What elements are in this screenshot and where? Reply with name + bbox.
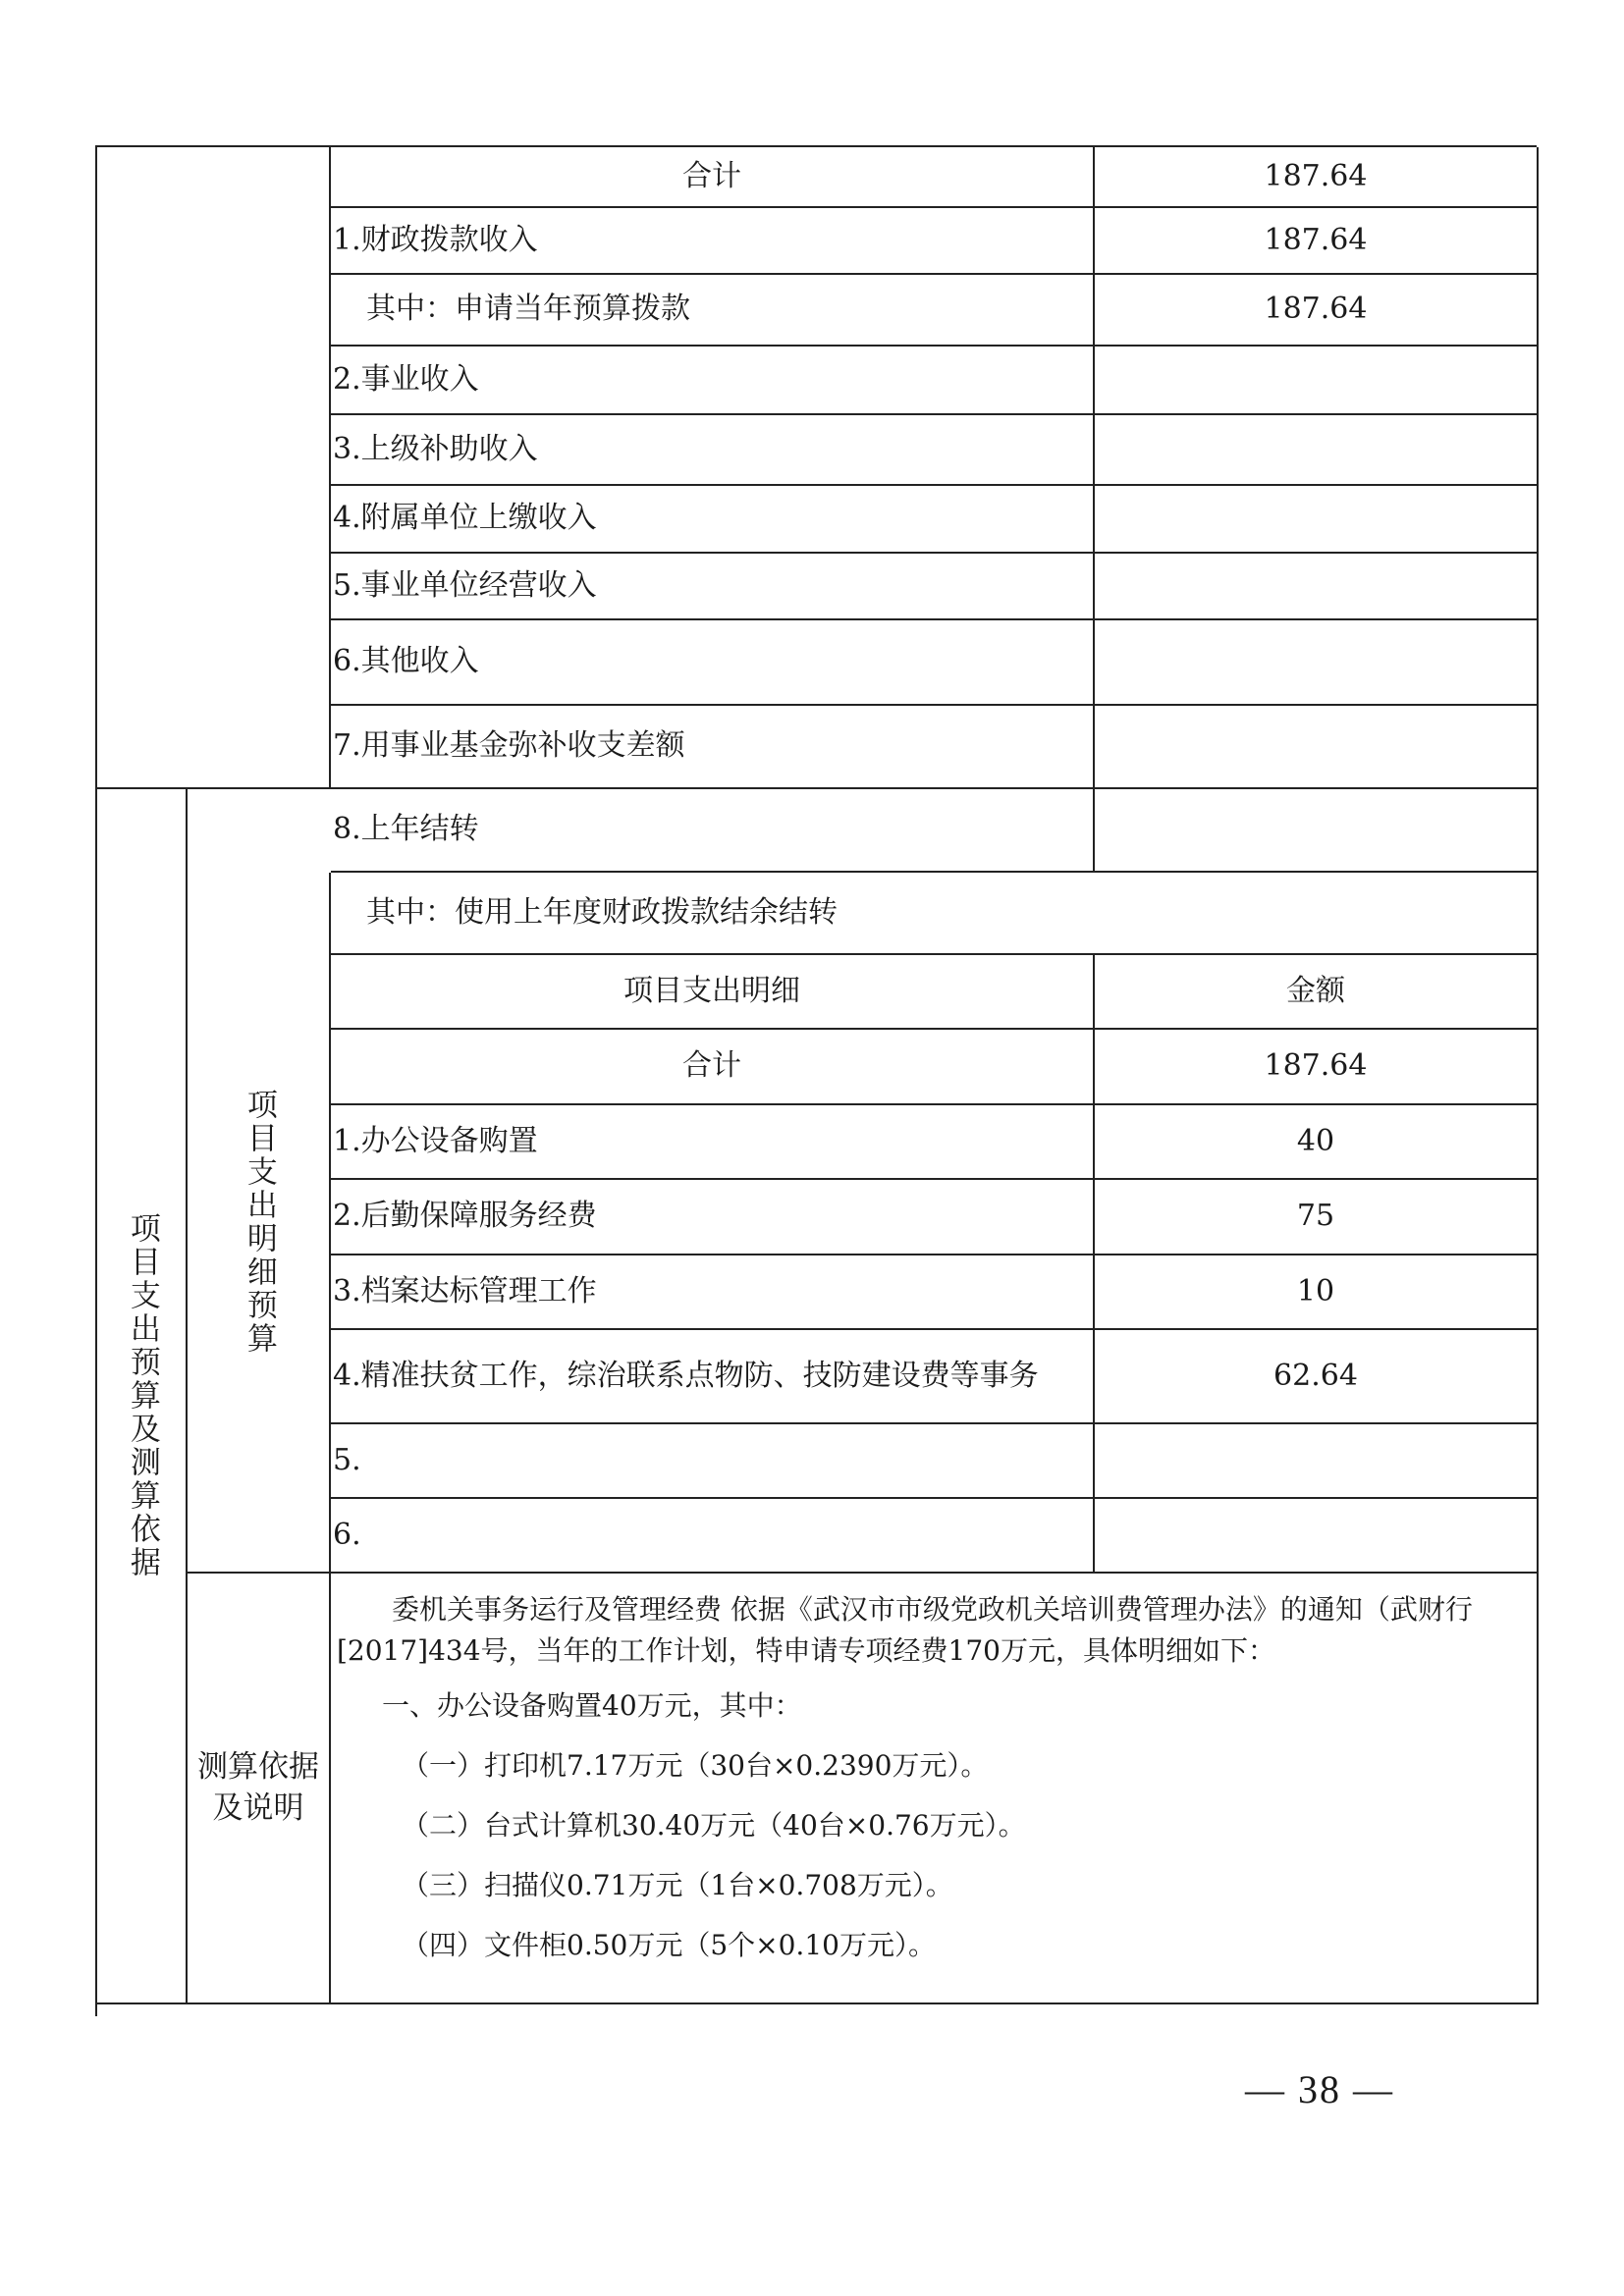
income-row-value	[1095, 486, 1539, 554]
income-total-label: 合计	[331, 147, 1095, 208]
detail-row-label: 1.办公设备购置	[331, 1105, 1095, 1180]
detail-row-label: 2.后勤保障服务经费	[331, 1180, 1095, 1255]
income-total-value: 187.64	[1095, 147, 1539, 208]
income-row-label: 6.其他收入	[331, 620, 1095, 706]
detail-header-item: 项目支出明细	[331, 955, 1095, 1030]
detail-row-value	[1095, 1499, 1539, 1574]
income-row-label: 2.事业收入	[331, 347, 1095, 415]
income-row-value	[1095, 620, 1539, 706]
income-row-value	[1095, 554, 1539, 620]
income-row-label: 1.财政拨款收入	[331, 208, 1095, 275]
notes-item: （四）文件柜0.50万元（5个×0.10万元）。	[402, 1929, 936, 1961]
income-row-value	[1095, 347, 1539, 415]
notes-intro: 委机关事务运行及管理经费 依据《武汉市市级党政机关培训费管理办法》的通知（武财行[2017]434号，当年的工作计划，特申请专项经费170万元，具体明细如下：	[337, 1593, 1473, 1667]
detail-row-value: 40	[1095, 1105, 1539, 1180]
detail-total-label: 合计	[331, 1030, 1095, 1105]
detail-row-value	[1095, 1424, 1539, 1499]
notes-item: （三）扫描仪0.71万元（1台×0.708万元）。	[402, 1869, 953, 1901]
detail-row-label: 5.	[331, 1424, 1095, 1499]
income-row-label: 5.事业单位经营收入	[331, 554, 1095, 620]
income-row-label: 7.用事业基金弥补收支差额	[331, 706, 1095, 789]
income-row-value	[1095, 415, 1539, 486]
detail-total-value: 187.64	[1095, 1030, 1539, 1105]
budget-table	[95, 145, 1537, 2016]
income-row-value: 187.64	[1095, 208, 1539, 275]
notes-heading: 一、办公设备购置40万元，其中：	[382, 1689, 802, 1722]
income-row-value	[1095, 789, 1539, 873]
income-row-label: 4.附属单位上缴收入	[331, 486, 1095, 554]
detail-row-label: 4.精准扶贫工作，综治联系点物防、技防建设费等事务	[331, 1330, 1095, 1424]
notes-item: （一）打印机7.17万元（30台×0.2390万元）。	[402, 1749, 989, 1782]
detail-row-value: 10	[1095, 1255, 1539, 1330]
basis-notes	[331, 1574, 1539, 2004]
income-row-label: 其中：申请当年预算拨款	[331, 275, 1095, 347]
detail-header-amount: 金额	[1095, 955, 1539, 1030]
section-outer-label: 项目支出预算及测算依据	[97, 789, 188, 2004]
income-row-label: 8.上年结转	[331, 789, 1095, 873]
basis-section-label: 测算依据及说明	[188, 1574, 331, 2004]
notes-item: （二）台式计算机30.40万元（40台×0.76万元）。	[402, 1809, 1026, 1842]
page-number: — 38 —	[1245, 2067, 1394, 2111]
income-row-value: 187.64	[1095, 275, 1539, 347]
detail-row-value: 62.64	[1095, 1330, 1539, 1424]
detail-row-label: 6.	[331, 1499, 1095, 1574]
detail-section-label: 项目支出明细预算	[188, 873, 331, 1574]
detail-row-value: 75	[1095, 1180, 1539, 1255]
blank-label-cell	[97, 147, 331, 789]
income-row-label: 其中：使用上年度财政拨款结余结转	[331, 873, 1539, 955]
income-row-label: 3.上级补助收入	[331, 415, 1095, 486]
income-row-value	[1095, 706, 1539, 789]
detail-row-label: 3.档案达标管理工作	[331, 1255, 1095, 1330]
